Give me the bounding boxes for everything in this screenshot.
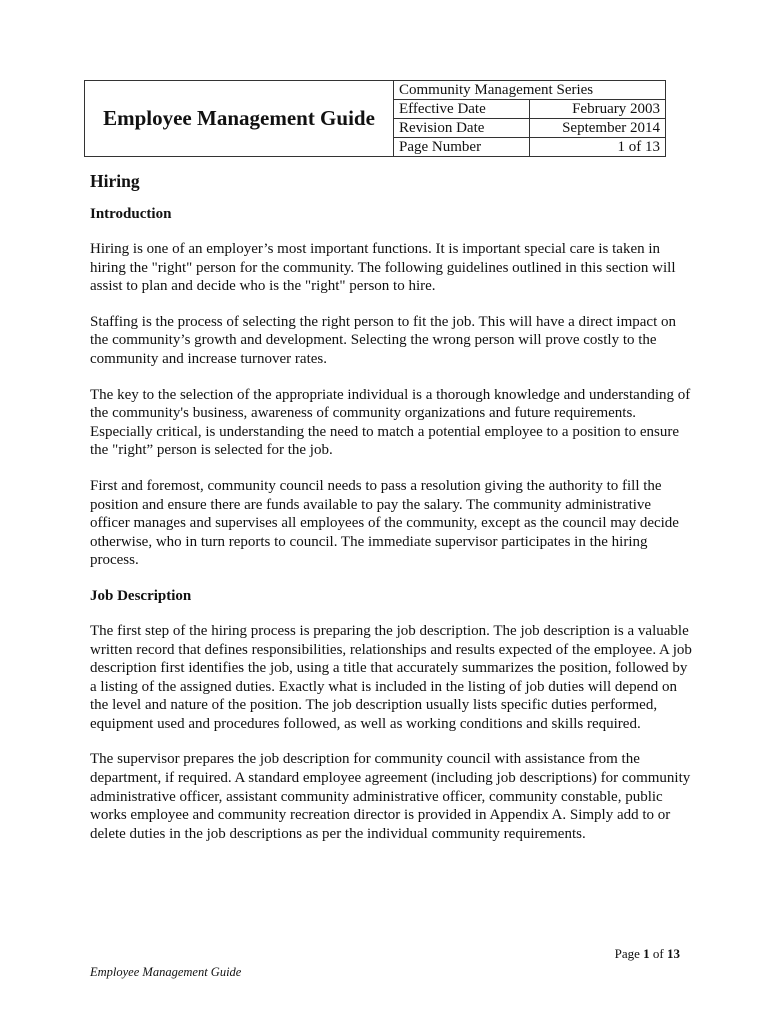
footer-page-current: 1: [643, 946, 650, 961]
document-body: [90, 170, 692, 860]
job-paragraph: The supervisor prepares the job description for community council with assistance from the department, if required. A standard employee agreement (including job descriptions) for community administrative officer, assistant community administrative officer, community constable, public works employee and community recreation director is provided in Appendix A. Simply add to or delete duties in the job descriptions as per the individual community requirements.: [90, 751, 691, 842]
intro-paragraph: Hiring is one of an employer’s most important functions. It is important special care is taken in hiring the "right" person for the community. The following guidelines outlined in this section will assist to plan and decide who is the "right" person to hire.: [90, 241, 676, 295]
footer-page-total: 13: [667, 946, 680, 961]
revision-date-value: September 2014: [530, 119, 666, 138]
footer-page-prefix: Page: [614, 946, 640, 961]
revision-date-label: Revision Date: [394, 119, 530, 138]
job-paragraph: The first step of the hiring process is preparing the job description. The job description is a valuable written record that defines responsibilities, relationships and results expected of the employee. A job description first identifies the job, using a title that accurately summarizes the position, followed by a listing of the assigned duties. Exactly what is included in the listing of job duties will depend on the level and nature of the position. The job description usually lists specific duties performed, equipment used and procedures followed, as well as working conditions and skills required.: [90, 622, 692, 732]
introduction-heading: Introduction: [90, 206, 172, 222]
intro-paragraph: First and foremost, community council needs to pass a resolution giving the authority to fill the position and ensure there are funds available to pay the salary. The community administrative officer manages and supervises all employees of the community, except as the council may decide otherwise, who in turn reports to council. The immediate supervisor participates in the hiring process.: [90, 477, 679, 569]
footer-document-title: Employee Management Guide: [90, 965, 242, 979]
guide-title: Employee Management Guide: [85, 81, 394, 157]
page-number-label: Page Number: [394, 138, 530, 157]
intro-paragraph: The key to the selection of the appropriate individual is a thorough knowledge and understanding of the community's business, awareness of community organizations and future requirements. Especially critical, is understanding the need to match a potential employee to a position to ensure the "right” person is selected for the job.: [90, 386, 691, 459]
intro-paragraph: Staffing is the process of selecting the right person to fit the job. This will have a direct impact on the community’s growth and development. Selecting the wrong person will prove costly to the community and increase turnover rates.: [90, 313, 676, 367]
series-name: Community Management Series: [394, 81, 666, 100]
footer-page-of: of: [652, 946, 664, 961]
effective-date-label: Effective Date: [394, 100, 530, 119]
footer-page-number: [615, 946, 680, 962]
job-description-heading: Job Description: [90, 587, 192, 604]
document-header-table: [84, 80, 666, 157]
page-number-value: 1 of 13: [530, 138, 666, 157]
section-title: Hiring: [90, 171, 140, 191]
effective-date-value: February 2003: [530, 100, 666, 119]
